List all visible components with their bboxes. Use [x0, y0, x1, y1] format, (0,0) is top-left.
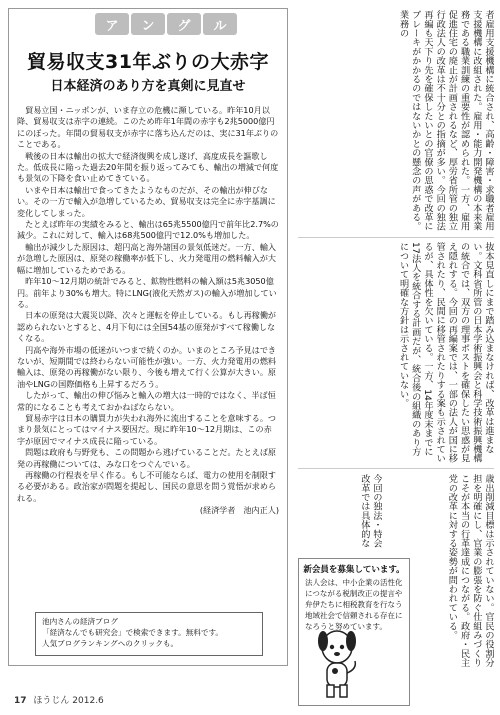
- section-tag: [95, 13, 239, 35]
- paragraph: 戦後の日本は輸出の拡大で経済復興を成し遂げ、高度成長を謳歌した。低成長に陥った過去20年間を振り返ってみても、輸出の増減で何度も景気の下降を食い止めてきている。: [17, 150, 279, 184]
- paragraph: 貿易立国・ニッポンが、いま存立の危機に瀕している。昨年10月以降、貿易収支は赤字の連続。このため昨年1年間の赤字も2兆5000億円にのぼった。年間の貿易収支が赤字に落ち込んだのは、実に31年ぶりのことである。: [17, 105, 279, 150]
- blog-note: [35, 612, 263, 656]
- article-subtitle: 日本経済のあり方を真剣に見直せ: [50, 79, 246, 94]
- article-body: [17, 105, 279, 517]
- member-recruit-box: [298, 558, 410, 706]
- paragraph: したがって、輸出の伸び悩みと輸入の増大は一時的ではなく、半ば恒常的になることも考えておかねばならない。: [17, 390, 276, 412]
- author-credit: (経済学者 池内正人): [199, 505, 279, 516]
- article-box: [8, 8, 288, 666]
- vertical-text-top: 者雇用支援機構に統合され、高齢・障害・求職者雇用支援機構に改組された。雇用・能力開発機構の本来業務である職業訓練の重要性が認められた。一方、雇用促進住宅の廃止が計画されるなど、厚労省所管の独立行政法人の改革は不十分との指摘が多い。今回の独法再編も天下り先を確保したいとの官僚の思惑で改革にブレーキがかかるのではないかとの懸念の声がある。業務の: [397, 10, 494, 231]
- section-tag-char: ア: [95, 13, 129, 35]
- page-number: 17: [14, 696, 27, 706]
- vertical-text-bottom: 歳出削減目標は示されていない。官民の役割分担を明確にし、官業の膨張を防ぐ仕組みづくりこそが本当の行革達成につながる。政府・民主党の改革に対する姿勢が問われている。: [446, 474, 494, 668]
- recruit-title: 新会員を募集しています。: [303, 565, 405, 575]
- section-tag-char: ン: [131, 13, 165, 35]
- paragraph: 問題は政府も与野党も、この問題から逃げていることだ。たとえば原発の再稼働については、みな口をつぐんでいる。: [17, 447, 277, 469]
- paragraph: たとえば昨年の実績をみると、輸出は65兆5500億円で前年比2.7%の減少。これに対して、輸入は68兆500億円で12.0%も増加した。: [17, 219, 279, 241]
- paragraph: 輸出が減少した原因は、超円高と海外諸国の景気低迷だ。一方、輸入が急増した原因は、原発の稼働率が低下し、火力発電用の燃料輸入が大幅に増加しているためである。: [17, 241, 277, 275]
- recruit-text: 法人会は、中小企業の活性化につながる税制改正の提言や弁伊たちに相税教育を行なう地域社会で信頼される存在になろうと努めています。: [305, 578, 403, 631]
- paragraph: 昨年10～12月期の統計でみると、鉱物性燃料の輸入額は5兆3050億円。前年より30%も増大。特にLNG(液化天然ガス)の輸入が増加している。: [17, 276, 277, 309]
- article-title: 貿易収支31年ぶりの大赤字: [27, 51, 269, 73]
- paragraph: 再稼働の行程表を早く作る。もし不可能ならば、電力の使用を制限する必要がある。政治家が問題を提起し、国民の意思を問う覚悟が求められる。: [17, 470, 277, 503]
- paragraph: 貿易赤字は日本の購買力が失われ海外に流出することを意味する。つまり景気にとってはマイナス要因だ。現に昨年10～12月期は、この赤字が原因でマイナス成長に陥っている。: [17, 412, 277, 446]
- section-tag-char: グ: [167, 13, 201, 35]
- page-footer: [14, 693, 104, 706]
- magazine-name: ほうじん: [33, 696, 70, 706]
- paragraph: 円高や海外市場の低迷がいつまで続くのか。いまのところ予見はできないが、短期間では終わらない可能性が強い。一方、火力発電用の燃料輸入は、原発の再稼働がない限り、今後も増えて行く公算が大きい。原油やLNGの国際価格も上昇するだろう。: [17, 344, 277, 389]
- vertical-text-middle: 抜本見直しにまで踏み込まなければ、改革は進まない。文科省所管の日本学術振興会と科学技術振興機構の統合では、双方の理事ポストを確保したい思惑が見え隠れする。今回の再編案では、一部の法人が国に移管されたり、民間に移管されたりする案も示されているが、具体性を欠いている。一方、14年度末までに17法人を統合する計画だが、統合後の組織のあり方について明確な方針は示されていない。: [397, 242, 494, 463]
- section-tag-char: ル: [203, 13, 237, 35]
- paragraph: 日本の原発は大震災以降、次々と運転を停止している。もし再稼働が認められないとすると、4月下旬には全国54基の原発がすべて稼働しなくなる。: [17, 310, 277, 344]
- column-divider: [298, 468, 494, 469]
- dog-mascot-icon: [313, 625, 361, 701]
- blog-line: 「経済なんでも研究会」で検索できます。無料です。: [42, 628, 224, 637]
- paragraph: いまや日本は輸出で食ってきたようなものだが、その輸出が伸びない。その一方で輸入が急増しているため、貿易収支は完全に赤字基調に変化してしまった。: [17, 184, 276, 218]
- column-divider: [298, 237, 494, 238]
- blog-line: 池内さんの経済ブログ: [42, 617, 118, 626]
- blog-line: 人気ブログランキングへのクリックも。: [42, 639, 179, 648]
- vertical-text-bottom-left: 今回の独法・特会改革では具体的な: [358, 474, 382, 548]
- issue-date: 2012.6: [72, 696, 104, 706]
